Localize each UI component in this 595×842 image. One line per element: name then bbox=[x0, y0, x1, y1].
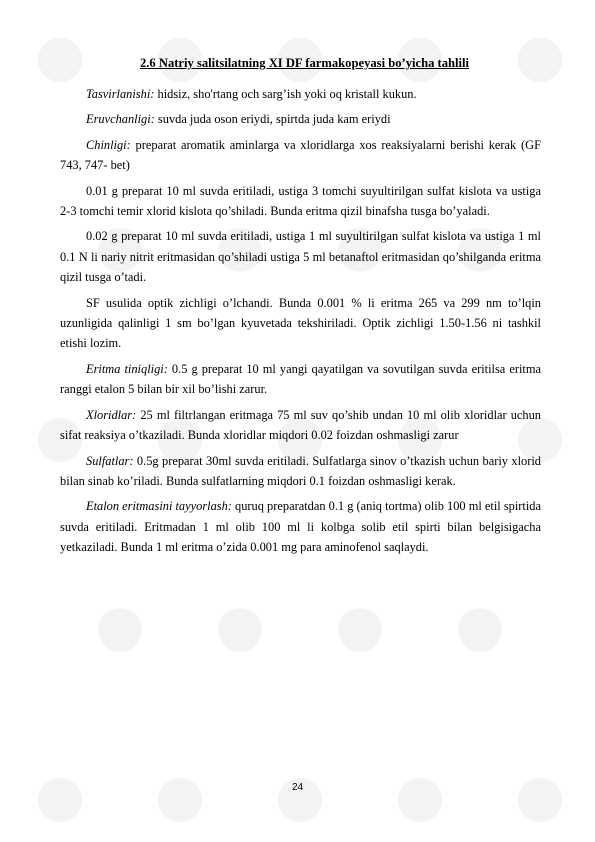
paragraph-lead: Etalon eritmasini tayyorlash: bbox=[86, 499, 232, 514]
paragraph-lead: Chinligi: bbox=[86, 137, 131, 152]
paragraph-text: SF usulida optik zichligi o’lchandi. Bunda 0.001 % li eritma 265 va 299 nm to’lqin uzunligida qalinligi 1 sm bo’lgan kyuvetada tekshiriladi. Optik zichligi 1.50-1.56 ni tashkil etishi lozim. bbox=[60, 295, 541, 351]
paragraph-identity bbox=[60, 135, 541, 176]
paragraph-spectro bbox=[60, 293, 541, 354]
page-number: 24 bbox=[291, 782, 304, 793]
paragraph-text: 0.02 g preparat 10 ml suvda eritiladi, ustiga 1 ml suyultirilgan sulfat kislota va ustiga 1 ml 0.1 N li nariy nitrit eritmasidan qo’shiladi ustiga 5 ml betanaftol eritmasidan qo’shilganda eritma qizil tusga o’tadi. bbox=[60, 229, 541, 285]
paragraph-text: suvda juda oson eriydi, spirtda juda kam eriydi bbox=[154, 112, 391, 127]
paragraph-text: hidsiz, sho'rtang och sarg’ish yoki oq kristall kukun. bbox=[154, 87, 417, 101]
section-title: 2.6 Natriy salitsilatning XI DF farmakopeyasi bo’yicha tahlili bbox=[139, 56, 470, 70]
paragraph-sulfates bbox=[60, 451, 541, 492]
paragraph-text: preparat aromatik aminlarga va xloridlarga xos reaksiyalarni berishi kerak (GF 743, 747- bet) bbox=[60, 137, 541, 173]
paragraph-lead: Eritma tiniqligi: bbox=[86, 361, 168, 376]
paragraph-description bbox=[60, 84, 541, 104]
paragraph-lead: Eruvchanligi: bbox=[86, 112, 155, 127]
document-page bbox=[60, 54, 541, 563]
paragraph-text: 0.5 g preparat 10 ml yangi qayatilgan va sovutilgan suvda eritilsa eritma ranggi etalon 5 bilan bir xil bo’lishi zarur. bbox=[60, 361, 541, 397]
paragraph-test-1 bbox=[60, 181, 541, 222]
paragraph-lead: Tasvirlanishi: bbox=[86, 87, 155, 101]
paragraph-lead: Sulfatlar: bbox=[86, 453, 134, 468]
paragraph-text: 0.5g preparat 30ml suvda eritiladi. Sulfatlarga sinov o’tkazish uchun bariy xlorid bilan sinab ko’riladi. Bunda sulfatlarning miqdori 0.1 foizdan oshmasligi kerak. bbox=[60, 453, 541, 488]
paragraph-text: 25 ml filtrlangan eritmaga 75 ml suv qo’shib undan 10 ml olib xloridlar uchun sifat reaksiya o’tkaziladi. Bunda xloridlar miqdori 0.02 foizdan oshmasligi zarur bbox=[60, 407, 541, 443]
paragraph-chlorides bbox=[60, 405, 541, 446]
paragraph-test-2 bbox=[60, 226, 541, 287]
paragraph-lead: Xloridlar: bbox=[86, 407, 137, 422]
paragraph-solubility bbox=[60, 109, 541, 129]
paragraph-standard bbox=[60, 496, 541, 557]
paragraph-clarity bbox=[60, 359, 541, 400]
paragraph-text: quruq preparatdan 0.1 g (aniq tortma) olib 100 ml etil spirtida suvda eritiladi. Eritmadan 1 ml olib 100 ml li kolbga solib etil spirti bilan belgisigacha yetkaziladi. Bunda 1 ml eritma o’zida 0.001 mg para aminofenol saqlaydi. bbox=[60, 499, 541, 555]
paragraph-text: 0.01 g preparat 10 ml suvda eritiladi, ustiga 3 tomchi suyultirilgan sulfat kislota va ustiga 2-3 tomchi temir xlorid kislota qo’shiladi. Bunda eritma qizil binafsha tusga bo’yaladi. bbox=[60, 183, 541, 219]
